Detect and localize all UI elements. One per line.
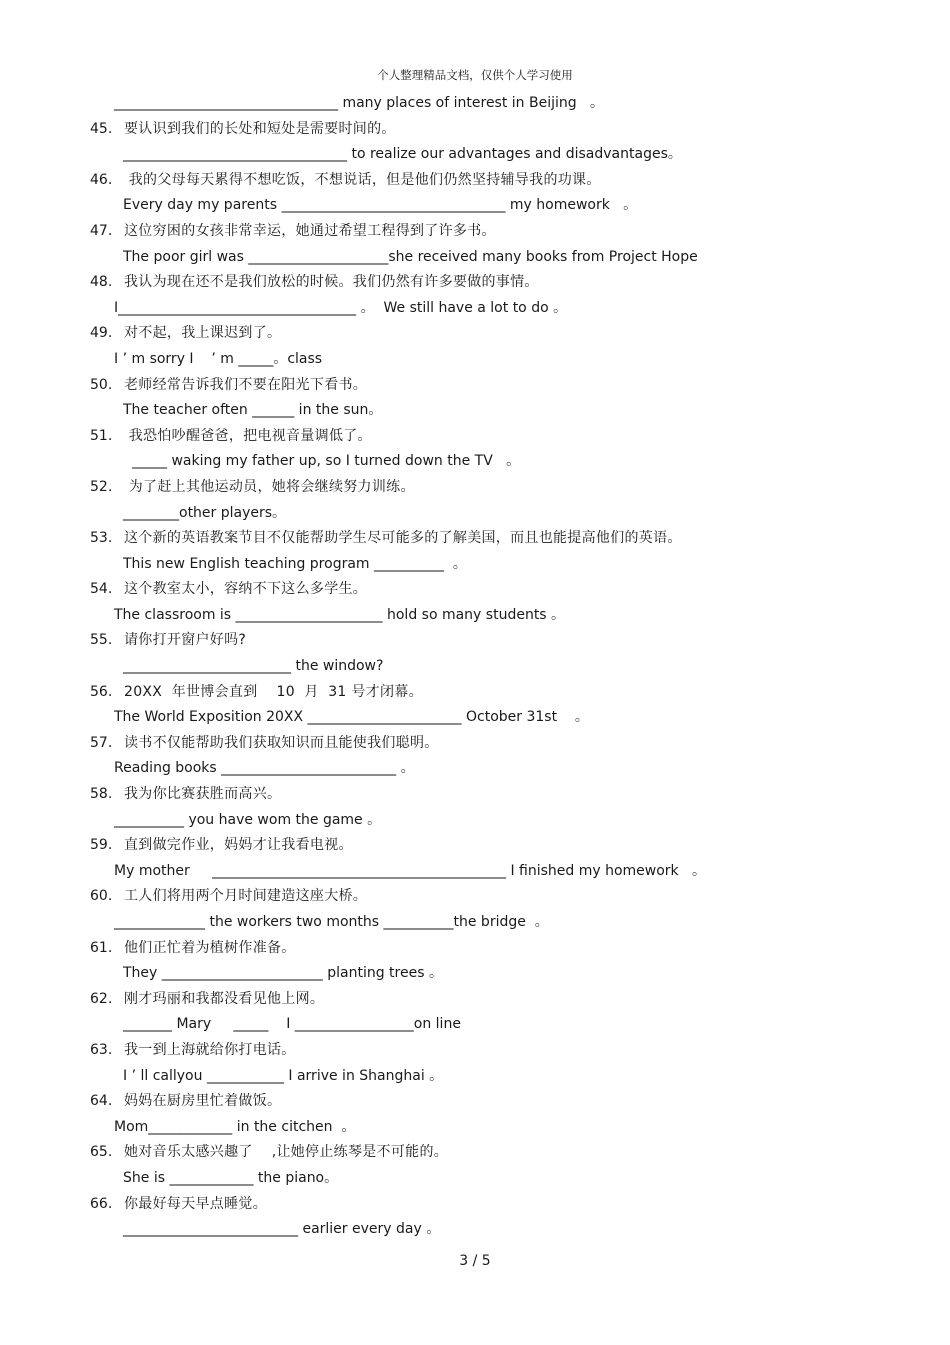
english-translation-blank: The classroom is _____________________ hold so many students 。 bbox=[114, 606, 566, 623]
english-translation-blank: I ’ m sorry I ’ m _____。class bbox=[114, 350, 323, 367]
chinese-sentence: 我一到上海就给你打电话。 bbox=[124, 1041, 296, 1058]
chinese-sentence: 要认识到我们的长处和短处是需要时间的。 bbox=[124, 120, 396, 137]
chinese-sentence: 你最好每天早点睡觉。 bbox=[124, 1195, 267, 1212]
question-prompt bbox=[0, 424, 950, 450]
answer-line bbox=[0, 398, 950, 424]
english-translation-blank: I ’ ll callyou ___________ I arrive in Shanghai 。 bbox=[123, 1067, 444, 1084]
chinese-sentence: 这个新的英语教案节目不仅能帮助学生尽可能多的了解美国，而且也能提高他们的英语。 bbox=[124, 530, 682, 547]
english-translation-blank: _______ Mary _____ I _________________on line bbox=[123, 1016, 461, 1033]
question-prompt bbox=[0, 731, 950, 757]
question-prompt bbox=[0, 833, 950, 859]
question-number: 45. bbox=[90, 120, 113, 137]
answer-line bbox=[0, 501, 950, 527]
english-translation-blank: ________________________ the window? bbox=[123, 658, 384, 675]
english-translation-blank: My mother __________________________________________ I finished my homework 。 bbox=[114, 862, 707, 879]
answer-line bbox=[0, 603, 950, 629]
question-prompt bbox=[0, 987, 950, 1013]
question-number: 66. bbox=[90, 1195, 113, 1212]
chinese-sentence: 我认为现在还不是我们放松的时候。我们仍然有许多要做的事情。 bbox=[124, 274, 539, 291]
answer-line bbox=[0, 91, 950, 117]
question-prompt bbox=[0, 219, 950, 245]
question-number: 60. bbox=[90, 888, 113, 905]
question-number: 57. bbox=[90, 734, 113, 751]
question-number: 54. bbox=[90, 581, 113, 598]
chinese-sentence: 我恐怕吵醒爸爸，把电视音量调低了。 bbox=[124, 427, 372, 444]
english-translation-blank: I__________________________________ 。 We still have a lot to do 。 bbox=[114, 299, 568, 316]
chinese-sentence: 这个教室太小，容纳不下这么多学生。 bbox=[124, 581, 368, 598]
chinese-sentence: 直到做完作业，妈妈才让我看电视。 bbox=[124, 837, 353, 854]
english-translation-blank: Mom____________ in the citchen 。 bbox=[114, 1118, 356, 1135]
answer-line bbox=[0, 756, 950, 782]
english-translation-blank: Reading books _________________________ 。 bbox=[114, 760, 415, 777]
question-prompt bbox=[0, 168, 950, 194]
question-prompt bbox=[0, 577, 950, 603]
question-number: 52. bbox=[90, 478, 113, 495]
chinese-sentence: 她对音乐太感兴趣了 ,让她停止练琴是不可能的。 bbox=[124, 1144, 449, 1161]
question-number: 58. bbox=[90, 786, 113, 803]
question-number: 46. bbox=[90, 171, 113, 188]
page-header: 个人整理精品文档，仅供个人学习使用 bbox=[377, 68, 573, 82]
english-translation-blank: The poor girl was ____________________she received many books from Project Hope bbox=[123, 248, 698, 265]
question-prompt bbox=[0, 270, 950, 296]
question-prompt bbox=[0, 936, 950, 962]
english-translation-blank: _____________ the workers two months __________the bridge 。 bbox=[114, 914, 549, 930]
question-prompt bbox=[0, 1089, 950, 1115]
answer-line bbox=[0, 296, 950, 322]
answer-line bbox=[0, 1012, 950, 1038]
question-number: 61. bbox=[90, 939, 113, 956]
english-translation-blank: The teacher often ______ in the sun。 bbox=[123, 402, 383, 419]
answer-line bbox=[0, 552, 950, 578]
chinese-sentence: 这位穷困的女孩非常幸运，她通过希望工程得到了许多书。 bbox=[124, 222, 496, 239]
chinese-sentence: 20XX 年世博会直到 10 月 31 号才闭幕。 bbox=[124, 683, 423, 700]
english-translation-blank: _________________________ earlier every day 。 bbox=[123, 1221, 441, 1238]
english-translation-blank: _____ waking my father up, so I turned down the TV 。 bbox=[132, 453, 521, 470]
answer-line bbox=[0, 961, 950, 987]
english-translation-blank: The World Exposition 20XX ______________________ October 31st 。 bbox=[114, 709, 589, 726]
english-translation-blank: She is ____________ the piano。 bbox=[123, 1169, 339, 1186]
answer-line bbox=[0, 142, 950, 168]
question-prompt bbox=[0, 1192, 950, 1218]
question-number: 47. bbox=[90, 222, 113, 239]
page-number: 3 / 5 bbox=[459, 1253, 491, 1269]
question-number: 50. bbox=[90, 376, 113, 393]
question-number: 62. bbox=[90, 990, 113, 1007]
answer-line bbox=[0, 1217, 950, 1243]
english-translation-blank: ________other players。 bbox=[123, 504, 287, 521]
question-prompt bbox=[0, 680, 950, 706]
chinese-sentence: 我的父母每天累得不想吃饭，不想说话，但是他们仍然坚持辅导我的功课。 bbox=[124, 171, 601, 188]
question-prompt bbox=[0, 1038, 950, 1064]
question-prompt bbox=[0, 628, 950, 654]
exercise-list bbox=[0, 91, 950, 1243]
answer-line bbox=[0, 245, 950, 271]
question-number: 56. bbox=[90, 683, 113, 700]
chinese-sentence: 我为你比赛获胜而高兴。 bbox=[124, 786, 282, 803]
question-number: 48. bbox=[90, 274, 113, 291]
chinese-sentence: 对不起，我上课迟到了。 bbox=[124, 325, 282, 342]
answer-line bbox=[0, 1064, 950, 1090]
question-prompt bbox=[0, 373, 950, 399]
english-translation-blank: This new English teaching program __________ 。 bbox=[123, 555, 467, 572]
question-number: 49. bbox=[90, 325, 113, 342]
question-prompt bbox=[0, 526, 950, 552]
answer-line bbox=[0, 1115, 950, 1141]
question-number: 51. bbox=[90, 427, 113, 444]
answer-line bbox=[0, 859, 950, 885]
english-translation-blank: ________________________________ to realize our advantages and disadvantages。 bbox=[123, 146, 682, 163]
english-translation-blank: ________________________________ many places of interest in Beijing 。 bbox=[114, 95, 604, 111]
question-prompt bbox=[0, 782, 950, 808]
chinese-sentence: 请你打开窗户好吗? bbox=[124, 632, 247, 649]
question-number: 59. bbox=[90, 837, 113, 854]
answer-line bbox=[0, 449, 950, 475]
question-number: 55. bbox=[90, 632, 113, 649]
chinese-sentence: 妈妈在厨房里忙着做饭。 bbox=[124, 1093, 282, 1110]
answer-line bbox=[0, 1166, 950, 1192]
answer-line bbox=[0, 910, 950, 936]
question-prompt bbox=[0, 884, 950, 910]
question-prompt bbox=[0, 1140, 950, 1166]
answer-line bbox=[0, 808, 950, 834]
chinese-sentence: 刚才玛丽和我都没看见他上网。 bbox=[124, 990, 325, 1007]
chinese-sentence: 老师经常告诉我们不要在阳光下看书。 bbox=[124, 376, 368, 393]
answer-line bbox=[0, 193, 950, 219]
question-number: 53. bbox=[90, 530, 113, 547]
chinese-sentence: 他们正忙着为植树作准备。 bbox=[124, 939, 296, 956]
english-translation-blank: Every day my parents ________________________________ my homework 。 bbox=[123, 197, 638, 214]
answer-line bbox=[0, 654, 950, 680]
answer-line bbox=[0, 347, 950, 373]
question-number: 65. bbox=[90, 1144, 113, 1161]
question-prompt bbox=[0, 117, 950, 143]
question-prompt bbox=[0, 321, 950, 347]
answer-line bbox=[0, 705, 950, 731]
english-translation-blank: __________ you have wom the game 。 bbox=[114, 811, 382, 828]
chinese-sentence: 工人们将用两个月时间建造这座大桥。 bbox=[124, 888, 368, 905]
question-number: 64. bbox=[90, 1093, 113, 1110]
chinese-sentence: 读书不仅能帮助我们获取知识而且能使我们聪明。 bbox=[124, 734, 439, 751]
question-prompt bbox=[0, 475, 950, 501]
question-number: 63. bbox=[90, 1041, 113, 1058]
chinese-sentence: 为了赶上其他运动员，她将会继续努力训练。 bbox=[124, 478, 415, 495]
english-translation-blank: They _______________________ planting trees 。 bbox=[123, 965, 443, 982]
